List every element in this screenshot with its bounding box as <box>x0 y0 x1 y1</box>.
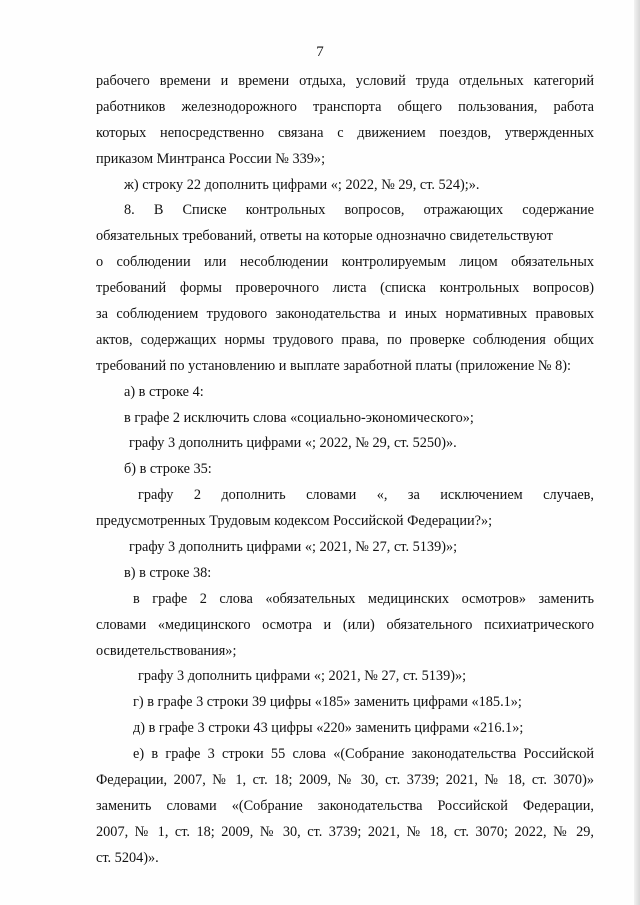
text-line: в) в строке 38: <box>124 564 212 581</box>
text-line: словами «медицинского осмотра и (или) обязательного психиатрического <box>96 616 594 633</box>
text-line: которых непосредственно связана с движением поездов, утвержденных <box>96 124 594 141</box>
text-line: требований по установлению и выплате заработной платы (приложение № 8): <box>96 357 571 374</box>
text-line: 2007, № 1, ст. 18; 2009, № 30, ст. 3739; 2021, № 18, ст. 3070; 2022, № 29, <box>96 823 594 840</box>
text-line: за соблюдением трудового законодательства и иных нормативных правовых <box>96 306 594 323</box>
text-line: а) в строке 4: <box>124 383 204 400</box>
text-line: приказом Минтранса России № 339»; <box>96 150 326 167</box>
text-line: г) в графе 3 строки 39 цифры «185» заменить цифрами «185.1»; <box>133 694 522 711</box>
text-line: графу 3 дополнить цифрами «; 2021, № 27, ст. 5139)»; <box>138 668 467 685</box>
text-line: освидетельствования»; <box>96 642 237 659</box>
text-line: о соблюдении или несоблюдении контролируемым лицом обязательных <box>96 254 594 271</box>
text-line: работников железнодорожного транспорта общего пользования, работа <box>96 98 594 115</box>
page-number: 7 <box>316 44 324 60</box>
text-line: предусмотренных Трудовым кодексом Российской Федерации?»; <box>96 513 493 530</box>
text-line: графу 3 дополнить цифрами «; 2022, № 29, ст. 5250)». <box>129 435 457 452</box>
text-line: графу 2 дополнить словами «, за исключением случаев, <box>138 487 594 504</box>
document-body <box>96 69 594 872</box>
text-line: требований формы проверочного листа (списка контрольных вопросов) <box>96 280 594 297</box>
text-line: д) в графе 3 строки 43 цифры «220» заменить цифрами «216.1»; <box>133 720 524 737</box>
text-line: заменить словами «(Собрание законодательства Российской Федерации, <box>96 797 594 814</box>
text-line: ж) строку 22 дополнить цифрами «; 2022, № 29, ст. 524);». <box>124 176 480 193</box>
text-line: рабочего времени и времени отдыха, условий труда отдельных категорий <box>96 73 594 89</box>
text-line: в графе 2 исключить слова «социально-экономического»; <box>124 409 474 426</box>
text-line: актов, содержащих нормы трудового права, по проверке соблюдения общих <box>96 331 594 348</box>
text-line: графу 3 дополнить цифрами «; 2021, № 27, ст. 5139)»; <box>129 539 458 556</box>
text-line: ст. 5204)». <box>96 849 159 866</box>
text-line: е) в графе 3 строки 55 слова «(Собрание законодательства Российской <box>133 746 594 763</box>
scan-edge-shadow <box>634 0 640 905</box>
text-line: в графе 2 слова «обязательных медицинских осмотров» заменить <box>133 590 594 607</box>
text-line: Федерации, 2007, № 1, ст. 18; 2009, № 30, ст. 3739; 2021, № 18, ст. 3070)» <box>96 772 594 789</box>
text-line: б) в строке 35: <box>124 461 212 478</box>
text-line: обязательных требований, ответы на которые однозначно свидетельствуют <box>96 228 553 245</box>
text-line: 8. В Списке контрольных вопросов, отражающих содержание <box>124 202 594 219</box>
